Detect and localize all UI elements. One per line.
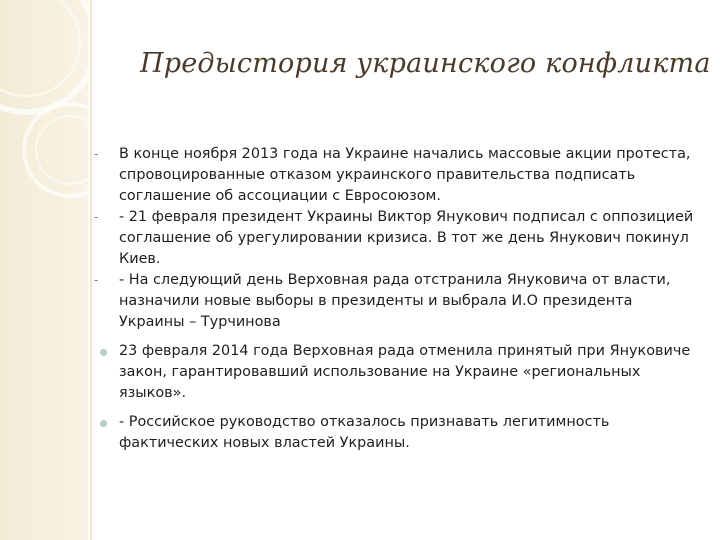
dash-marker: -: [94, 273, 99, 287]
decorative-rings: [0, 0, 88, 540]
bullet-dot-icon: [100, 349, 107, 356]
bullet-list: [94, 144, 694, 454]
list-item-text: - На следующий день Верховная рада отстранила Януковича от власти, назначили новые выборы в президенты и выбрала И.О президента Украины – Турчинова: [119, 272, 671, 330]
decorative-band: [0, 0, 88, 540]
bullet-dot-icon: [100, 420, 107, 427]
list-item-text: 23 февраля 2014 года Верховная рада отменила принятый при Януковиче закон, гарантировавший использование на Украине «региональных языков».: [119, 343, 691, 401]
list-item-text: В конце ноября 2013 года на Украине начались массовые акции протеста, спровоцированные отказом украинского правительства подписать соглашение об ассоциации с Евросоюзом.: [119, 146, 691, 204]
list-item: [94, 412, 694, 454]
dash-marker: -: [94, 147, 99, 161]
band-divider: [90, 0, 92, 540]
slide-title: Предыстория украинского конфликта: [140, 48, 711, 79]
list-item-text: - 21 февраля президент Украины Виктор Янукович подписал с оппозицией соглашение об урегулировании кризиса. В тот же день Янукович покинул Киев.: [119, 209, 694, 267]
list-item: [94, 144, 694, 207]
dash-marker: -: [94, 210, 99, 224]
list-item: [94, 207, 694, 270]
list-item: [94, 270, 694, 333]
list-item: [94, 341, 694, 404]
list-item-text: - Российское руководство отказалось признавать легитимность фактических новых властей Украины.: [119, 414, 610, 451]
